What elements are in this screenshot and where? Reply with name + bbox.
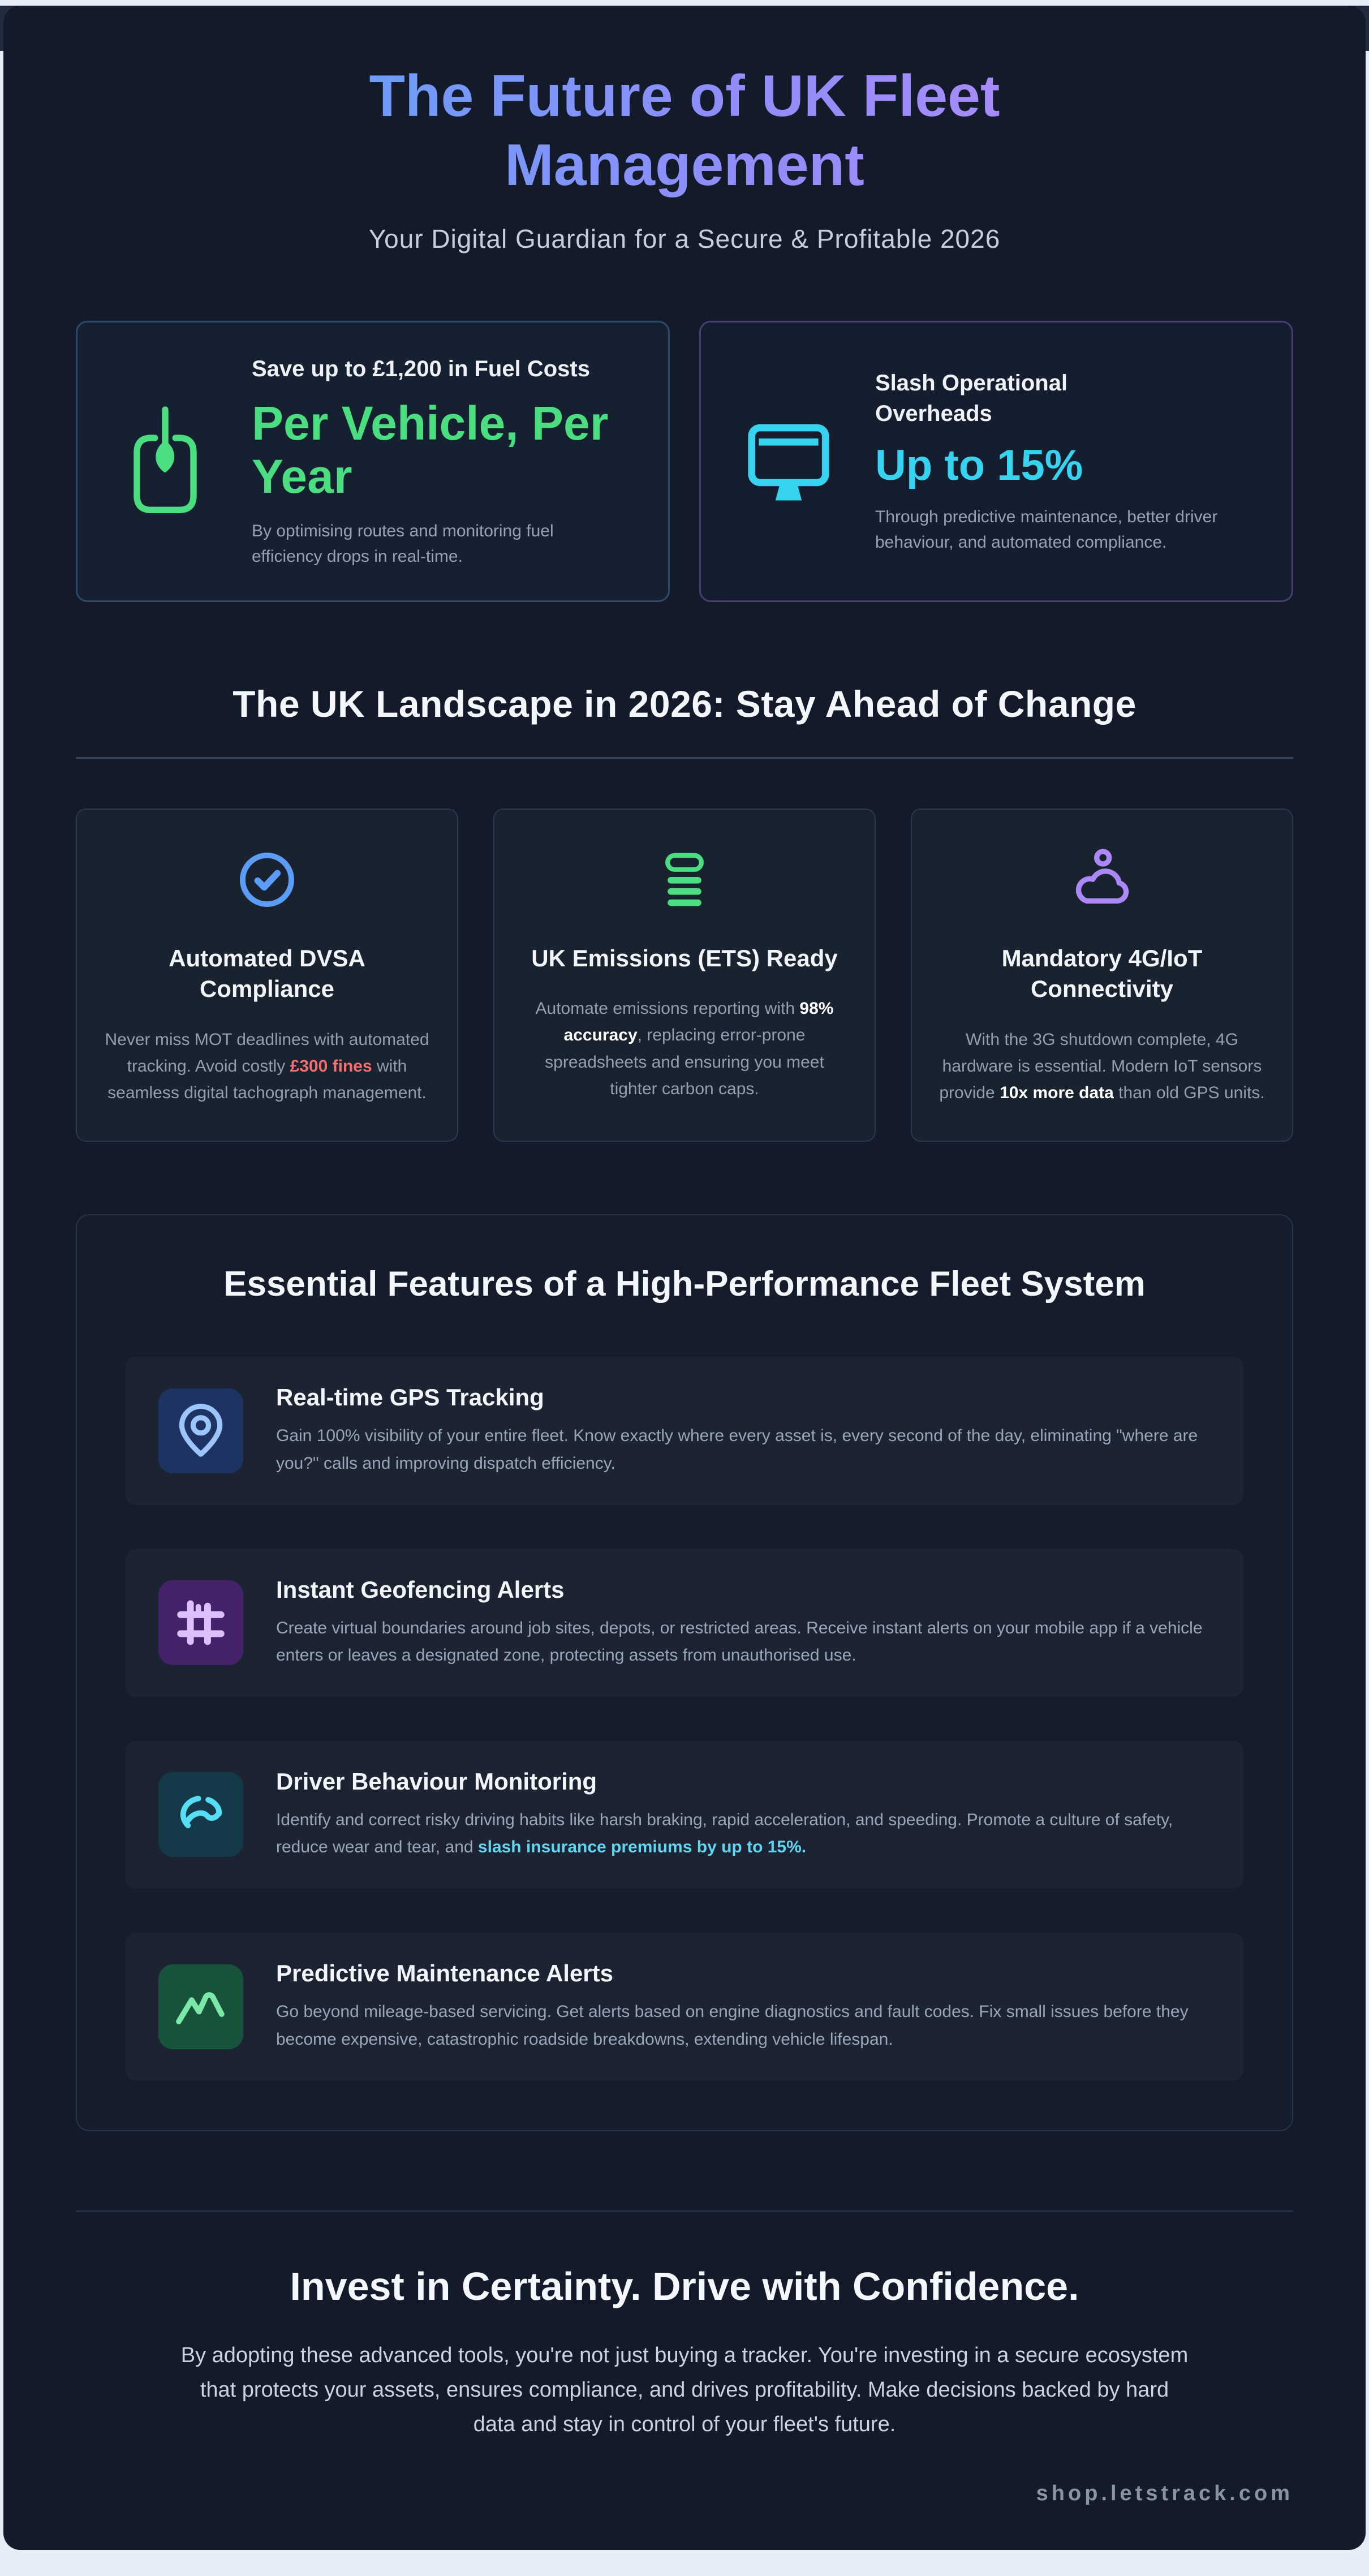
iot-card-title: Mandatory 4G/IoT Connectivity (1001, 944, 1203, 1003)
accuracy-highlight: 98% accuracy (563, 999, 834, 1045)
features-panel (76, 1214, 1293, 2131)
gps-text: Gain 100% visibility of your entire fleet. Know exactly where every asset is, every second of the day, eliminating "where are you?" calls and improving dispatch efficiency. (276, 1426, 1198, 1473)
overheads-card-description: Through predictive maintenance, better driver behaviour, and automated compliance. (875, 507, 1218, 552)
gps-feature-title: Real-time GPS Tracking (276, 1384, 544, 1411)
overheads-card-text (875, 368, 1249, 555)
iot-connectivity-card (911, 809, 1293, 1142)
geofencing-row (126, 1549, 1243, 1697)
fuel-savings-card (76, 321, 670, 601)
closing-paragraph: By adopting these advanced tools, you're not just buying a tracker. You're investing in a secure ecosystem that protects your assets, ensures compliance, and drives profitability. Make decisions backed by hard data and stay in control of your fleet's future. (180, 2343, 1189, 2436)
page-bottom-gap (0, 2550, 1369, 2576)
features-heading: Essential Features of a High-Performance Fleet System (223, 1264, 1146, 1304)
landscape-cards-row (76, 809, 1293, 1142)
dvsa-text-before: Never miss MOT deadlines with automated tracking. Avoid costly (105, 1030, 429, 1076)
driver-feature-description (276, 1807, 1211, 1861)
driver-behaviour-row (126, 1741, 1243, 1889)
landscape-section-heading: The UK Landscape in 2026: Stay Ahead of Change (233, 682, 1136, 725)
driver-feature-title: Driver Behaviour Monitoring (276, 1767, 597, 1795)
driver-eye-icon (158, 1772, 243, 1857)
infographic-panel (3, 6, 1366, 2550)
mountain-icon (158, 1964, 243, 2049)
geofencing-feature-description (276, 1615, 1211, 1670)
gps-feature-text (276, 1384, 1211, 1477)
maintenance-text: Go beyond mileage-based servicing. Get alerts based on engine diagnostics and fault codes. Fix small issues before they become expensive, catastrophic roadside breakdowns, extending vehicle lifespan. (276, 2002, 1189, 2049)
driver-text-before: Identify and correct risky driving habits like harsh braking, rapid acceleration, and speeding. Promote a culture of safety, reduce wear and tear, and (276, 1810, 1173, 1857)
driver-feature-text (276, 1768, 1211, 1861)
landscape-heading-divider (76, 757, 1293, 759)
iot-card-text (938, 1026, 1266, 1107)
page-title: The Future of UK Fleet Management (243, 62, 1126, 200)
dvsa-fine-highlight: £300 fines (290, 1057, 372, 1076)
maintenance-feature-description (276, 1998, 1211, 2053)
cloud-iot-icon (938, 848, 1266, 911)
gps-tracking-row (126, 1357, 1243, 1504)
geofencing-feature-text (276, 1576, 1211, 1670)
check-circle-icon (103, 848, 431, 911)
dvsa-compliance-card (76, 809, 458, 1142)
footer-url: shop.letstrack.com (1036, 2481, 1293, 2505)
maintenance-feature-title: Predictive Maintenance Alerts (276, 1960, 613, 1987)
data-highlight: 10x more data (1000, 1083, 1114, 1103)
fuel-card-text (252, 354, 634, 569)
emissions-card-text (520, 995, 849, 1103)
predictive-maintenance-row (126, 1933, 1243, 2080)
map-pin-icon (158, 1388, 243, 1473)
stack-icon (520, 848, 849, 911)
dvsa-card-title: Automated DVSA Compliance (169, 944, 365, 1003)
emissions-ready-card (493, 809, 876, 1142)
overheads-card (699, 321, 1293, 601)
monitor-icon (735, 416, 842, 506)
emissions-card-title: UK Emissions (ETS) Ready (531, 944, 838, 971)
insurance-highlight: slash insurance premiums by up to 15%. (477, 1838, 807, 1857)
closing-divider (76, 2211, 1293, 2212)
fuel-card-highlight: Per Vehicle, Per Year (252, 397, 609, 504)
fuel-card-heading: Save up to £1,200 in Fuel Costs (252, 356, 590, 382)
emissions-text-after: , replacing error-prone spreadsheets and ensuring you meet tighter carbon caps. (545, 1026, 824, 1099)
closing-heading: Invest in Certainty. Drive with Confidence. (290, 2264, 1079, 2309)
iot-text-after: than old GPS units. (1113, 1083, 1265, 1103)
iot-text-before: With the 3G shutdown complete, 4G hardware is essential. Modern IoT sensors provide (939, 1030, 1262, 1103)
eco-fuel-icon (111, 405, 219, 518)
emissions-text-before: Automate emissions reporting with (535, 999, 800, 1018)
overheads-card-highlight: Up to 15% (875, 441, 1083, 489)
dvsa-text-after: with seamless digital tachograph management. (107, 1057, 427, 1103)
geofence-icon (158, 1580, 243, 1665)
gps-feature-description (276, 1422, 1211, 1477)
geofencing-feature-title: Instant Geofencing Alerts (276, 1576, 565, 1603)
fuel-card-description: By optimising routes and monitoring fuel efficiency drops in real-time. (252, 521, 554, 566)
dvsa-card-text (103, 1026, 431, 1107)
overheads-card-heading: Slash Operational Overheads (875, 370, 1068, 426)
page-subtitle: Your Digital Guardian for a Secure & Profitable 2026 (368, 224, 1001, 254)
hero-cards-row (76, 321, 1293, 601)
maintenance-feature-text (276, 1960, 1211, 2053)
geofencing-text: Create virtual boundaries around job sites, depots, or restricted areas. Receive instant alerts on your mobile app if a vehicle enters or leaves a designated zone, protecting assets from unauthorised use. (276, 1618, 1203, 1665)
